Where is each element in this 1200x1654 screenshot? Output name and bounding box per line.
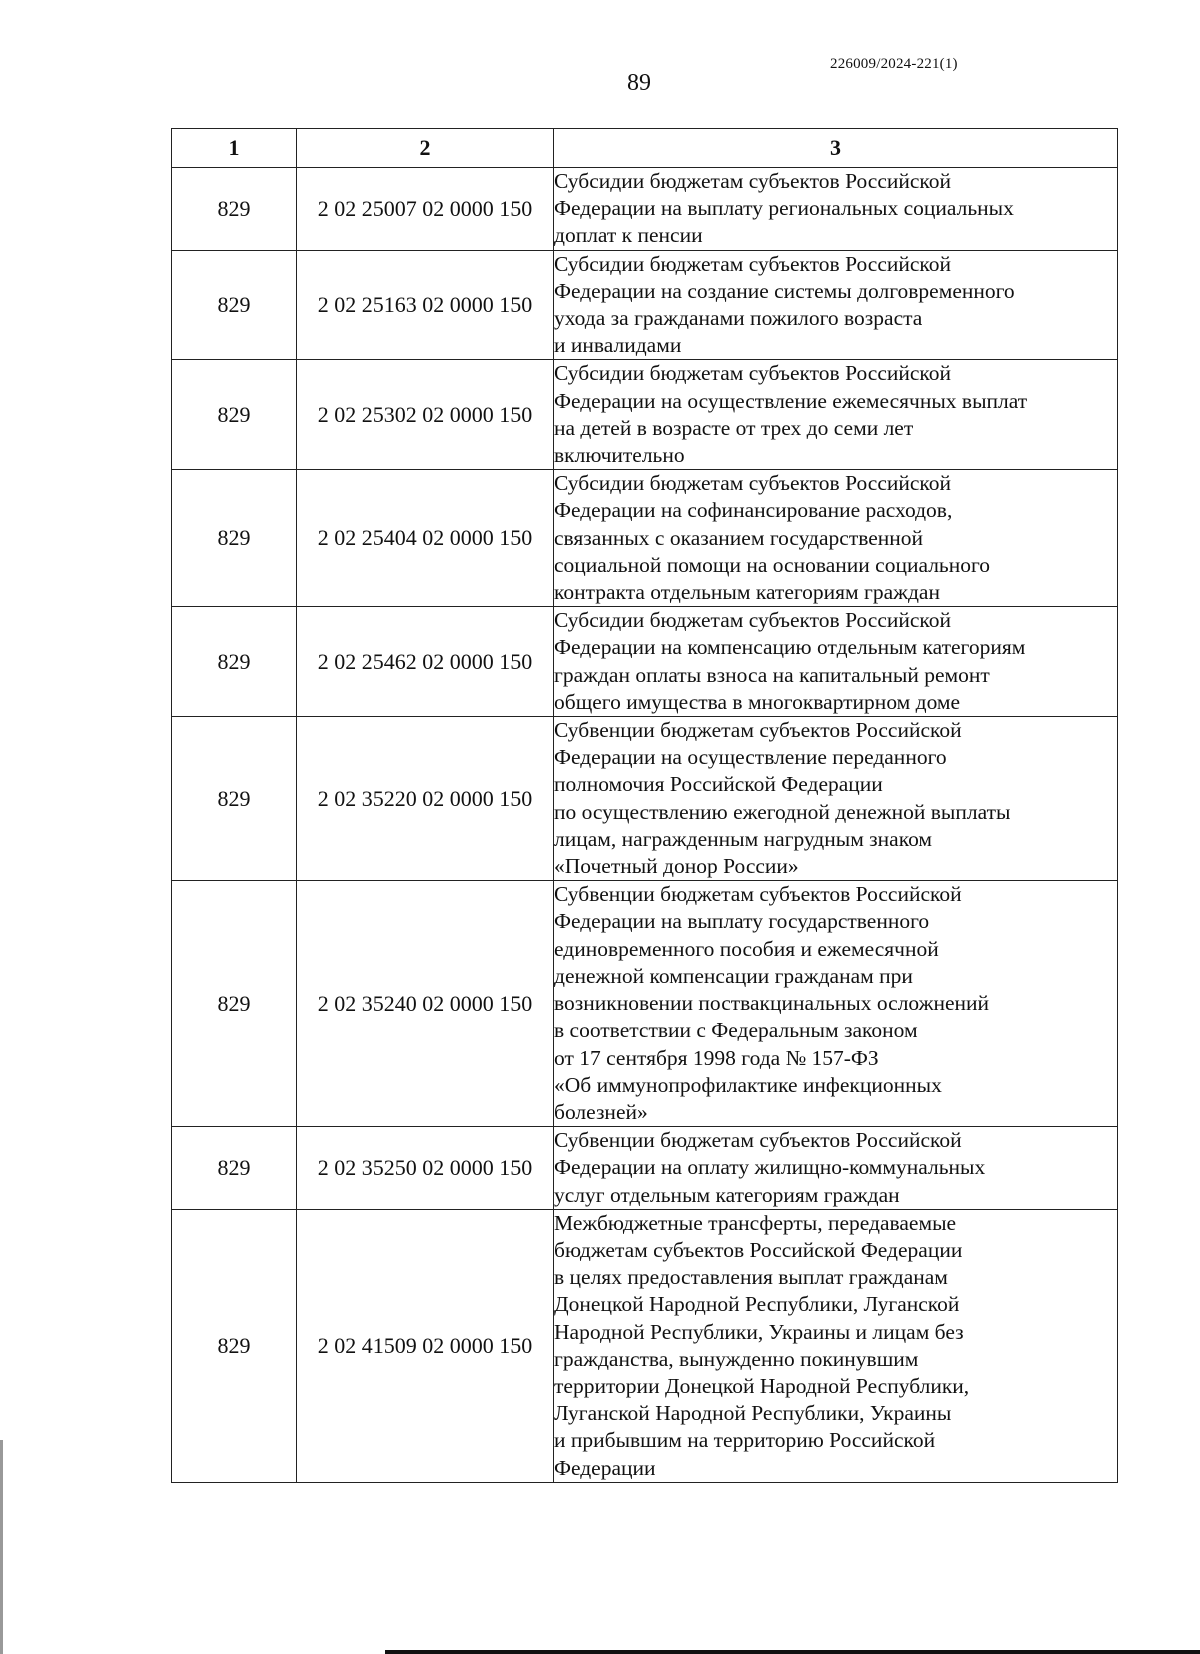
scan-bottom-edge <box>385 1650 1200 1654</box>
table-header-row <box>172 129 1118 168</box>
description-line: Федерации на осуществление ежемесячных выплат <box>554 388 1028 413</box>
revenue-description-cell <box>554 360 1118 470</box>
description-line: единовременного пособия и ежемесячной <box>554 936 939 961</box>
description-line: связанных с оказанием государственной <box>554 525 924 550</box>
table-body <box>172 168 1118 1483</box>
budget-classification-code-cell: 2 02 35220 02 0000 150 <box>297 717 554 881</box>
document-registration-number: 226009/2024-221(1) <box>830 56 958 72</box>
description-line: Субсидии бюджетам субъектов Российской <box>554 608 952 633</box>
table-row <box>172 881 1118 1127</box>
description-line: лицам, награжденным нагрудным знаком <box>554 826 933 851</box>
table-row <box>172 1127 1118 1210</box>
description-line: граждан оплаты взноса на капитальный ремонт <box>554 662 990 687</box>
description-line: Федерации на осуществление переданного <box>554 745 947 770</box>
revenue-description-cell <box>554 881 1118 1127</box>
description-line: возникновении поствакцинальных осложнений <box>554 991 990 1016</box>
column-header-1: 1 <box>172 129 297 168</box>
revenue-description-cell <box>554 607 1118 717</box>
table-row <box>172 607 1118 717</box>
description-line: Субвенции бюджетам субъектов Российской <box>554 718 962 743</box>
description-line: Народной Республики, Украины и лицам без <box>554 1319 964 1344</box>
description-line: социальной помощи на основании социального <box>554 552 991 577</box>
column-header-2: 2 <box>297 129 554 168</box>
budget-classification-code-cell: 2 02 41509 02 0000 150 <box>297 1209 554 1482</box>
description-line: по осуществлению ежегодной денежной выплаты <box>554 799 1011 824</box>
admin-code-cell: 829 <box>172 168 297 251</box>
budget-classification-code-cell: 2 02 25302 02 0000 150 <box>297 360 554 470</box>
budget-code-table <box>171 128 1118 1483</box>
budget-classification-code-cell: 2 02 25163 02 0000 150 <box>297 250 554 360</box>
description-line: от 17 сентября 1998 года № 157-ФЗ <box>554 1045 879 1070</box>
table-row <box>172 470 1118 607</box>
description-line: контракта отдельным категориям граждан <box>554 580 940 605</box>
admin-code-cell: 829 <box>172 881 297 1127</box>
revenue-description-cell <box>554 717 1118 881</box>
description-line: полномочия Российской Федерации <box>554 772 883 797</box>
description-line: Субсидии бюджетам субъектов Российской <box>554 251 952 276</box>
revenue-description-cell <box>554 250 1118 360</box>
description-line: Федерации на софинансирование расходов, <box>554 498 953 523</box>
table-row <box>172 717 1118 881</box>
description-line: Луганской Народной Республики, Украины <box>554 1401 952 1426</box>
description-line: и инвалидами <box>554 333 682 358</box>
description-line: Субвенции бюджетам субъектов Российской <box>554 882 962 907</box>
budget-classification-code-cell: 2 02 25462 02 0000 150 <box>297 607 554 717</box>
revenue-description-cell <box>554 1127 1118 1210</box>
admin-code-cell: 829 <box>172 470 297 607</box>
description-line: «Почетный донор России» <box>554 854 799 879</box>
revenue-description-cell <box>554 168 1118 251</box>
description-line: Межбюджетные трансферты, передаваемые <box>554 1210 957 1235</box>
budget-classification-code-cell: 2 02 25007 02 0000 150 <box>297 168 554 251</box>
admin-code-cell: 829 <box>172 360 297 470</box>
table-row <box>172 250 1118 360</box>
description-line: на детей в возрасте от трех до семи лет <box>554 415 914 440</box>
description-line: и прибывшим на территорию Российской <box>554 1428 936 1453</box>
description-line: Субсидии бюджетам субъектов Российской <box>554 471 952 496</box>
description-line: доплат к пенсии <box>554 223 703 248</box>
budget-classification-code-cell: 2 02 25404 02 0000 150 <box>297 470 554 607</box>
description-line: денежной компенсации гражданам при <box>554 963 913 988</box>
description-line: «Об иммунопрофилактике инфекционных <box>554 1072 942 1097</box>
budget-classification-code-cell: 2 02 35240 02 0000 150 <box>297 881 554 1127</box>
description-line: в целях предоставления выплат гражданам <box>554 1265 948 1290</box>
description-line: гражданства, вынужденно покинувшим <box>554 1346 919 1371</box>
revenue-description-cell <box>554 470 1118 607</box>
description-line: в соответствии с Федеральным законом <box>554 1018 918 1043</box>
description-line: Федерации <box>554 1455 656 1480</box>
description-line: общего имущества в многоквартирном доме <box>554 689 961 714</box>
description-line: Федерации на компенсацию отдельным категориям <box>554 635 1026 660</box>
description-line: Федерации на оплату жилищно-коммунальных <box>554 1155 986 1180</box>
table-row <box>172 1209 1118 1482</box>
description-line: территории Донецкой Народной Республики, <box>554 1373 970 1398</box>
table-row <box>172 360 1118 470</box>
description-line: Федерации на выплату региональных социальных <box>554 196 1014 221</box>
description-line: Субсидии бюджетам субъектов Российской <box>554 169 952 193</box>
description-line: Федерации на выплату государственного <box>554 909 930 934</box>
table-row <box>172 168 1118 251</box>
admin-code-cell: 829 <box>172 607 297 717</box>
admin-code-cell: 829 <box>172 250 297 360</box>
description-line: Федерации на создание системы долговременного <box>554 278 1015 303</box>
admin-code-cell: 829 <box>172 1209 297 1482</box>
description-line: бюджетам субъектов Российской Федерации <box>554 1237 963 1262</box>
description-line: включительно <box>554 443 685 468</box>
budget-classification-code-cell: 2 02 35250 02 0000 150 <box>297 1127 554 1210</box>
page-number: 89 <box>627 70 651 96</box>
admin-code-cell: 829 <box>172 717 297 881</box>
column-header-3: 3 <box>554 129 1118 168</box>
description-line: Донецкой Народной Республики, Луганской <box>554 1292 960 1317</box>
scan-edge-mark <box>0 1440 3 1654</box>
admin-code-cell: 829 <box>172 1127 297 1210</box>
description-line: услуг отдельным категориям граждан <box>554 1182 900 1207</box>
description-line: болезней» <box>554 1099 648 1124</box>
description-line: Субвенции бюджетам субъектов Российской <box>554 1128 962 1153</box>
description-line: ухода за гражданами пожилого возраста <box>554 306 923 331</box>
description-line: Субсидии бюджетам субъектов Российской <box>554 361 952 386</box>
revenue-description-cell <box>554 1209 1118 1482</box>
